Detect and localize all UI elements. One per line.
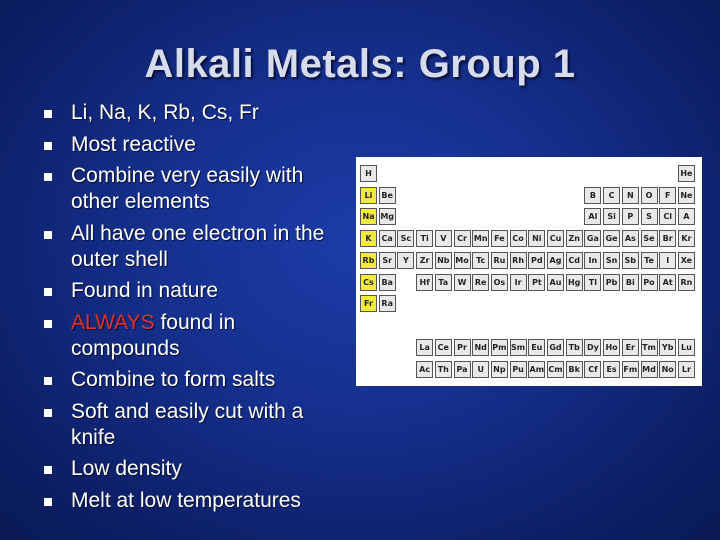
element-cell-nb: Nb [435, 252, 452, 269]
element-cell-be: Be [379, 187, 396, 204]
bullet-text: Found in nature [71, 279, 219, 302]
element-cell-w: W [454, 274, 471, 291]
bullet-item [44, 221, 344, 273]
element-cell-sb: Sb [622, 252, 639, 269]
element-cell-ti: Ti [416, 230, 433, 247]
element-cell-re: Re [472, 274, 489, 291]
element-cell-bk: Bk [566, 361, 583, 378]
element-cell-n: N [622, 187, 639, 204]
element-cell-hf: Hf [416, 274, 433, 291]
slide-title: Alkali Metals: Group 1 [144, 42, 576, 86]
element-cell-fe: Fe [491, 230, 508, 247]
element-cell-th: Th [435, 361, 452, 378]
element-cell-no: No [659, 361, 676, 378]
element-cell-ta: Ta [435, 274, 452, 291]
element-cell-cm: Cm [547, 361, 564, 378]
bullet-item [44, 399, 344, 451]
bullet-square-icon [44, 377, 52, 385]
element-cell-ca: Ca [379, 230, 396, 247]
element-cell-yb: Yb [659, 339, 676, 356]
element-cell-kr: Kr [678, 230, 695, 247]
element-cell-tc: Tc [472, 252, 489, 269]
bullet-text: Most reactive [71, 132, 196, 156]
bullet-text: Li, Na, K, Rb, Cs, Fr [71, 101, 259, 124]
element-cell-fm: Fm [622, 361, 639, 378]
element-cell-b: B [584, 187, 601, 204]
bullet-text: Combine to form salts [71, 368, 276, 391]
bullet-square-icon [44, 142, 52, 150]
element-cell-bi: Bi [622, 274, 639, 291]
element-cell-tm: Tm [641, 339, 658, 356]
element-cell-y: Y [397, 252, 414, 269]
element-cell-po: Po [641, 274, 658, 291]
element-cell-ge: Ge [603, 230, 620, 247]
bullet-square-icon [44, 320, 52, 328]
element-cell-cu: Cu [547, 230, 564, 247]
element-cell-rn: Rn [678, 274, 695, 291]
element-cell-es: Es [603, 361, 620, 378]
element-cell-sc: Sc [397, 230, 414, 247]
element-cell-ni: Ni [528, 230, 545, 247]
element-cell-h: H [360, 165, 377, 182]
element-cell-hg: Hg [566, 274, 583, 291]
element-cell-os: Os [491, 274, 508, 291]
bullet-text: found in compounds [71, 310, 236, 360]
bullet-square-icon [44, 466, 52, 474]
element-cell-cs: Cs [360, 274, 377, 291]
bullet-text: All have one electron in the outer shell [71, 221, 325, 271]
element-cell-ne: Ne [678, 187, 695, 204]
bullet-item [44, 278, 344, 304]
element-cell-i: I [659, 252, 676, 269]
element-cell-pu: Pu [510, 361, 527, 378]
element-cell-er: Er [622, 339, 639, 356]
element-cell-lu: Lu [678, 339, 695, 356]
element-cell-sr: Sr [379, 252, 396, 269]
element-cell-cl: Cl [659, 208, 676, 225]
element-cell-mg: Mg [379, 208, 396, 225]
element-cell-k: K [360, 230, 377, 247]
element-cell-se: Se [641, 230, 658, 247]
element-cell-xe: Xe [678, 252, 695, 269]
element-cell-la: La [416, 339, 433, 356]
element-cell-p: P [622, 208, 639, 225]
bullet-item [44, 132, 344, 158]
element-cell-dy: Dy [584, 339, 601, 356]
element-cell-tb: Tb [566, 339, 583, 356]
bullet-text: Combine very easily with other elements [71, 164, 304, 213]
element-cell-gd: Gd [547, 339, 564, 356]
element-cell-si: Si [603, 208, 620, 225]
bullet-item [44, 488, 344, 514]
element-cell-nd: Nd [472, 339, 489, 356]
element-cell-pa: Pa [454, 361, 471, 378]
bullet-item [44, 310, 344, 362]
element-cell-ir: Ir [510, 274, 527, 291]
bullet-square-icon [44, 231, 52, 239]
element-cell-in: In [584, 252, 601, 269]
bullet-square-icon [44, 498, 52, 506]
element-cell-ba: Ba [379, 274, 396, 291]
element-cell-pr: Pr [454, 339, 471, 356]
bullet-item [44, 163, 344, 215]
element-cell-cf: Cf [584, 361, 601, 378]
bullet-text: Melt at low temperatures [71, 488, 301, 512]
bullet-text: Low density [71, 457, 182, 480]
bullet-highlight-text: ALWAYS [71, 310, 155, 334]
element-cell-lr: Lr [678, 361, 695, 378]
element-cell-br: Br [659, 230, 676, 247]
element-cell-mn: Mn [472, 230, 489, 247]
bullet-item [44, 367, 344, 393]
element-cell-al: Al [584, 208, 601, 225]
element-cell-pb: Pb [603, 274, 620, 291]
element-cell-zr: Zr [416, 252, 433, 269]
element-cell-na: Na [360, 208, 377, 225]
element-cell-sn: Sn [603, 252, 620, 269]
element-cell-pt: Pt [528, 274, 545, 291]
element-cell-co: Co [510, 230, 527, 247]
element-cell-md: Md [641, 361, 658, 378]
element-cell-ga: Ga [584, 230, 601, 247]
element-cell-au: Au [547, 274, 564, 291]
element-cell-fr: Fr [360, 295, 377, 312]
bullet-list [44, 100, 344, 519]
element-cell-zn: Zn [566, 230, 583, 247]
element-cell-he: He [678, 165, 695, 182]
element-cell-a: A [678, 208, 695, 225]
element-cell-np: Np [491, 361, 508, 378]
element-cell-pm: Pm [491, 339, 508, 356]
bullet-item [44, 456, 344, 482]
bullet-square-icon [44, 288, 52, 296]
element-cell-at: At [659, 274, 676, 291]
element-cell-v: V [435, 230, 452, 247]
element-cell-ag: Ag [547, 252, 564, 269]
element-cell-pd: Pd [528, 252, 545, 269]
periodic-table-image [356, 157, 702, 386]
element-cell-o: O [641, 187, 658, 204]
element-cell-u: U [472, 361, 489, 378]
element-cell-ce: Ce [435, 339, 452, 356]
element-cell-sm: Sm [510, 339, 527, 356]
element-cell-as: As [622, 230, 639, 247]
element-cell-te: Te [641, 252, 658, 269]
element-cell-cr: Cr [454, 230, 471, 247]
bullet-square-icon [44, 173, 52, 181]
element-cell-ac: Ac [416, 361, 433, 378]
element-cell-ra: Ra [379, 295, 396, 312]
element-cell-ru: Ru [491, 252, 508, 269]
element-cell-eu: Eu [528, 339, 545, 356]
element-cell-cd: Cd [566, 252, 583, 269]
element-cell-s: S [641, 208, 658, 225]
element-cell-f: F [659, 187, 676, 204]
element-cell-li: Li [360, 187, 377, 204]
bullet-item [44, 100, 344, 126]
element-cell-ho: Ho [603, 339, 620, 356]
bullet-square-icon [44, 110, 52, 118]
bullet-square-icon [44, 409, 52, 417]
element-cell-am: Am [528, 361, 545, 378]
element-cell-mo: Mo [454, 252, 471, 269]
element-cell-c: C [603, 187, 620, 204]
element-cell-rb: Rb [360, 252, 377, 269]
element-cell-tl: Tl [584, 274, 601, 291]
bullet-text: Soft and easily cut with a knife [71, 399, 304, 449]
element-cell-rh: Rh [510, 252, 527, 269]
